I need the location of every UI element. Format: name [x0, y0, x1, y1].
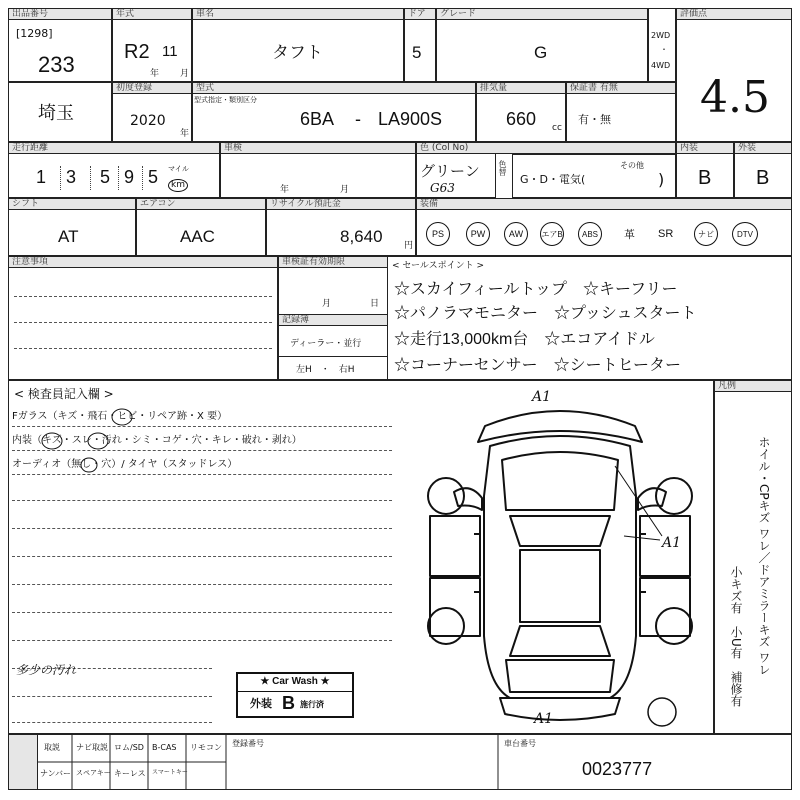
availability-header: 保証書 有無 [566, 82, 676, 94]
equipment-header: 装備 [416, 198, 792, 210]
displacement-header: 排気量 [476, 82, 566, 94]
bottom-label-smart-key: スマートキー [152, 769, 188, 776]
transmission-header: シフト [8, 198, 136, 210]
history-day: 日 [370, 299, 380, 309]
car-wash-grade: B [282, 693, 295, 713]
equip-abs: ABS [578, 222, 602, 246]
lot-header: 出品番号 [8, 8, 112, 20]
transmission-value: AT [58, 227, 79, 246]
record-header: 記録簿 [278, 314, 388, 326]
first-reg-year: 2020 [130, 113, 166, 129]
doors-value: 5 [412, 43, 422, 62]
car-wash-suffix: 施行済 [300, 700, 324, 709]
equip-aw: AW [504, 222, 528, 246]
drive-2wd: 2WD [651, 31, 671, 40]
bottom-label-navi-manual: ナビ取説 [76, 743, 108, 752]
mileage-digit-5: 5 [148, 167, 159, 187]
side-note-1: ホイル・CPキズ ワレ／ドアミラーキズ ワレ [757, 436, 771, 676]
model-header: 車名 [192, 8, 404, 20]
fuel-options: G・D・電気( [520, 173, 586, 186]
fuel-other-label: その他 [620, 161, 644, 170]
first-reg-suffix: 年 [180, 129, 190, 139]
region-value: 埼玉 [38, 103, 74, 123]
lot-number: 233 [38, 52, 75, 77]
model-code-dash: - [355, 109, 361, 129]
car-body-label: 車台番号 [504, 739, 536, 748]
handwritten-note: 多少の汚れ [16, 663, 77, 677]
sales-points-header: < セールスポイント > [392, 261, 484, 271]
steering-value: 左H ・ 右H [296, 365, 355, 375]
exterior-grade-header: 外装 [734, 142, 792, 154]
side-note-2: 小キズ有 小U有 補修有 [729, 566, 743, 707]
color-code: G63 [430, 181, 455, 195]
car-wash-label: 外装 [250, 697, 272, 710]
bottom-label-manual: 取説 [44, 743, 60, 752]
sales-point-1: ☆スカイフィールトップ ☆キーフリー [394, 281, 678, 298]
fuel-close: ) [658, 170, 665, 189]
inspector-line-3: オーディオ（無し・穴）/ タイヤ（スタッドレス） [12, 459, 238, 470]
bottom-label-rom: ロム/SD [114, 743, 144, 752]
bottom-label-keyless: キーレス [114, 769, 146, 778]
year-suffix: 年 [150, 69, 160, 79]
mileage-digit-3: 5 [100, 167, 111, 187]
color-side-label: 色替 [498, 160, 507, 176]
displacement-value: 660 [506, 109, 537, 129]
diagram-mark-right: A1 [662, 535, 682, 551]
score-header: 評価点 [676, 8, 792, 20]
inspector-header: < 検査員記入欄 > [14, 387, 114, 401]
history-month: 月 [322, 299, 332, 309]
equip-navi: ナビ [694, 222, 718, 246]
notes-header: 注意事項 [8, 256, 278, 268]
registration-header: 車検 [220, 142, 416, 154]
price-header: リサイクル預託金 [266, 198, 416, 210]
score-value: 4.5 [700, 72, 770, 123]
model-name: タフト [272, 43, 323, 62]
price-unit: 円 [404, 241, 414, 251]
interior-grade: B [698, 167, 712, 189]
drive-4wd: 4WD [651, 61, 671, 70]
displacement-unit: cc [552, 123, 562, 133]
year-header: 年式 [112, 8, 192, 20]
mileage-digit-4: 9 [124, 167, 135, 187]
bottom-label-bcas: B-CAS [152, 743, 177, 752]
availability-value: 有・無 [578, 113, 611, 126]
equip-airbag: エアB [540, 222, 564, 246]
drive-separator: ・ [660, 45, 668, 54]
grade-header: グレード [436, 8, 648, 20]
history-header: 車検証有効期限 [278, 256, 388, 268]
model-code-value: LA900S [378, 109, 443, 129]
inspector-line-2: 内装（キズ・スレ・汚れ・シミ・コゲ・穴・キレ・破れ・剥れ） [12, 435, 302, 446]
diagram-mark-rear: A1 [534, 711, 554, 727]
grade-value: G [534, 43, 548, 62]
exterior-grade: B [756, 167, 770, 189]
doors-header: ドア [404, 8, 436, 20]
price-value: 8,640 [340, 227, 383, 246]
model-code-subheader: 型式指定・類別区分 [194, 96, 257, 104]
mileage-digit-1: 1 [36, 167, 47, 187]
equip-ps: PS [426, 222, 450, 246]
bottom-label-spare-key: スペアキー [76, 769, 111, 777]
mileage-header: 走行距離 [8, 142, 220, 154]
color-name: グリーン [420, 163, 480, 180]
mileage-digit-2: 3 [66, 167, 77, 187]
inspector-line-1: Fガラス（キズ・飛石・ヒビ・リペア跡・X 要） [12, 411, 228, 422]
mileage-unit-km: km [168, 179, 188, 192]
model-code-header: 型式 [192, 82, 476, 94]
dealer-record: ディーラー・並行 [290, 339, 362, 349]
color-header: 色 (Col No) [416, 142, 676, 154]
car-body-number: 0023777 [582, 759, 653, 779]
sales-point-2: ☆パノラマモニター ☆プッシュスタート [394, 305, 697, 322]
mileage-unit-mile: マイル [168, 165, 189, 173]
diagram-mark-front: A1 [532, 389, 552, 405]
equip-dtv: DTV [732, 222, 758, 246]
bottom-label-remote: リモコン [190, 743, 222, 752]
sales-point-3: ☆走行13,000km台 ☆エコアイドル [394, 331, 655, 348]
month-suffix: 月 [180, 69, 190, 79]
equip-leather: 革 [624, 228, 635, 241]
aircon-value: AAC [180, 227, 215, 246]
reg-month-suffix: 月 [340, 185, 350, 195]
sales-point-4: ☆コーナーセンサー ☆シートヒーター [394, 357, 682, 374]
year-era: R2 [124, 41, 150, 63]
lot-code: [1298] [16, 27, 53, 40]
year-month: 11 [162, 43, 178, 60]
aircon-header: エアコン [136, 198, 266, 210]
equip-sunroof: SR [658, 228, 674, 240]
model-code-prefix: 6BA [300, 109, 335, 129]
interior-grade-header: 内装 [676, 142, 734, 154]
first-reg-header: 初度登録 [112, 82, 192, 94]
record-number-label: 登録番号 [232, 739, 264, 748]
car-wash-title: ★ Car Wash ★ [260, 676, 330, 687]
side-notes-header: 凡例 [714, 380, 792, 392]
equip-pw: PW [466, 222, 490, 246]
reg-year-suffix: 年 [280, 185, 290, 195]
bottom-label-plate: ナンバー [40, 769, 72, 778]
